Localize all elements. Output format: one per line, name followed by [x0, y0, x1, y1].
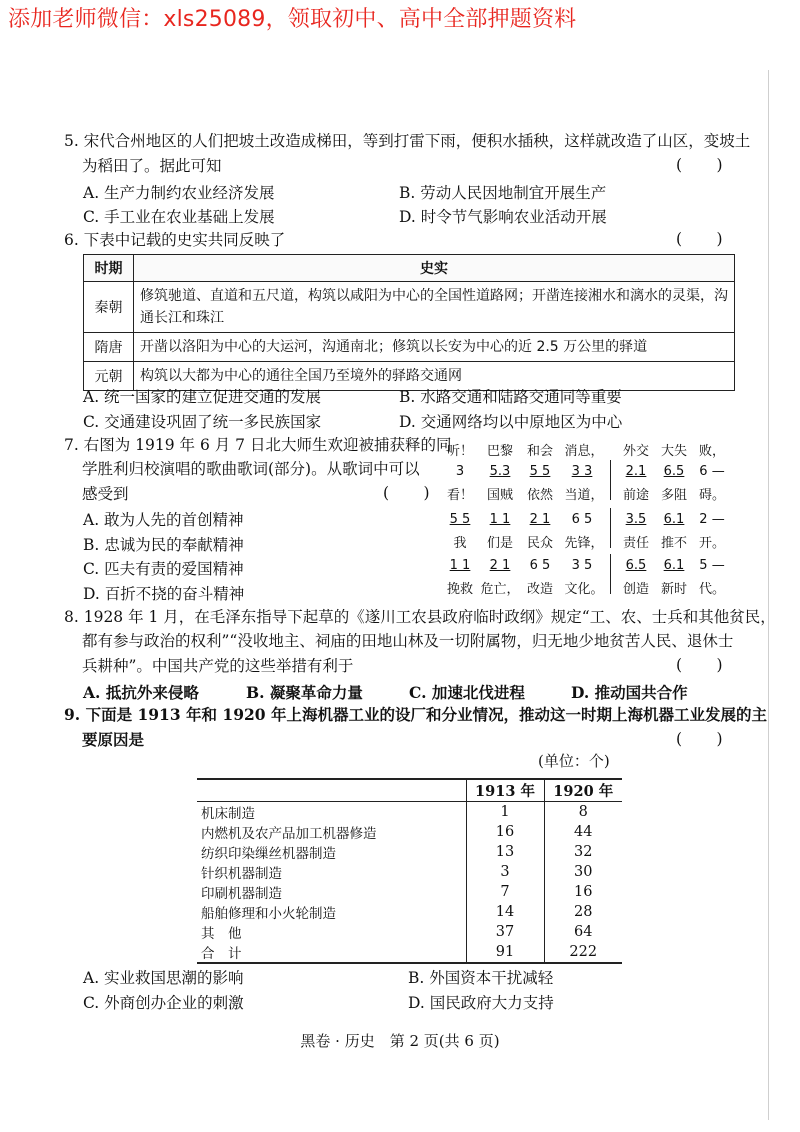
table-row: [197, 842, 622, 862]
score-note: 3 5: [571, 558, 593, 573]
q8-option-c: C. 加速北伐进程: [409, 683, 525, 702]
table-row: [197, 922, 622, 942]
watermark-banner: 添加老师微信：xls25089，领取初中、高中全部押题资料: [8, 7, 577, 32]
table-cell-1913: 91: [466, 942, 544, 963]
table-row: [197, 822, 622, 842]
score-lyric: 推不: [660, 536, 687, 551]
q6-option-b: B. 水路交通和陆路交通同等重要: [399, 388, 622, 406]
q6-option-a: A. 统一国家的建立促进交通的发展: [83, 388, 322, 406]
score-word: 败，: [698, 444, 725, 459]
q9-option-c: C. 外商创办企业的刺激: [83, 994, 244, 1012]
score-word: 外交: [622, 444, 649, 459]
score-lyric: 文化。: [564, 582, 604, 597]
table-cell-period: 秦朝: [84, 282, 134, 333]
score-note: 3 3: [571, 464, 593, 479]
score-barline: [610, 554, 611, 594]
score-note: 3.5: [625, 512, 647, 527]
table-cell-1913: 7: [466, 882, 544, 902]
q7-song-score: [440, 440, 740, 600]
score-lyric: 前途: [622, 488, 649, 503]
score-word: 和会: [526, 444, 553, 459]
table-cell-1920: 32: [544, 842, 622, 862]
q7-option-b: B. 忠诚为民的奉献精神: [83, 536, 244, 554]
score-note: 6.5: [663, 464, 685, 479]
q7-option-c: C. 匹夫有责的爱国精神: [83, 560, 244, 578]
score-note: 5 5: [449, 512, 471, 527]
q6-option-d: D. 交通网络均以中原地区为中心: [399, 413, 623, 431]
score-note: 2 1: [529, 512, 551, 527]
score-lyric: 国贼: [486, 488, 513, 503]
q6-option-c: C. 交通建设巩固了统一多民族国家: [83, 413, 322, 431]
q7-stem-line1: 7. 右图为 1919 年 6 月 7 日北大师生欢迎被捕获释的同: [64, 436, 452, 454]
table-row: [197, 882, 622, 902]
q6-answer-paren: ( ): [676, 230, 723, 248]
score-lyric: 创造: [622, 582, 649, 597]
table-row: [84, 333, 735, 362]
score-lyric: 多阻: [660, 488, 687, 503]
q9-option-b: B. 外国资本干扰减轻: [408, 969, 554, 987]
table-cell-category: 内燃机及农产品加工机器修造: [201, 826, 377, 842]
table-row: [197, 902, 622, 922]
q6-history-table: [83, 254, 735, 391]
table-header-1920: 1920 年: [544, 779, 622, 802]
score-note: 6.1: [663, 512, 685, 527]
table-cell-period: 元朝: [84, 362, 134, 391]
table-cell-1913: 16: [466, 822, 544, 842]
q5-option-d: D. 时令节气影响农业活动开展: [399, 208, 607, 226]
score-lyric: 代。: [698, 582, 725, 597]
q7-stem-line2: 学胜利归校演唱的歌曲歌词(部分)。从歌词中可以: [82, 460, 420, 478]
q9-option-a: A. 实业救国思潮的影响: [83, 969, 244, 987]
score-note: 6 5: [571, 512, 593, 527]
table-row-total: [197, 942, 622, 963]
q8-option-d: D. 推动国共合作: [571, 683, 688, 702]
table-cell-1920: 30: [544, 862, 622, 882]
score-note: 5 5: [529, 464, 551, 479]
q8-stem-line2: 都有参与政治的权利”“没收地主、祠庙的田地山林及一切附属物，归无地少地贫苦人民、退休士: [82, 632, 734, 650]
table-header-row: [84, 255, 735, 282]
q8-stem-line3: 兵耕种”。中国共产党的这些举措有利于: [82, 657, 354, 675]
q9-unit-label: (单位：个): [538, 752, 610, 770]
table-cell-category: 纺织印染缫丝机器制造: [201, 846, 336, 862]
score-lyric: 依然: [526, 488, 553, 503]
table-cell-category: 船舶修理和小火轮制造: [201, 906, 336, 922]
score-lyric: 新时: [660, 582, 687, 597]
table-cell-1920: 64: [544, 922, 622, 942]
table-cell-category: 机床制造: [201, 806, 255, 822]
score-barline: [610, 508, 611, 548]
table-row: [197, 862, 622, 882]
score-note: 5 —: [699, 558, 725, 573]
score-lyric: 开。: [698, 536, 725, 551]
table-cell-1920: 28: [544, 902, 622, 922]
q7-answer-paren: ( ): [383, 484, 430, 502]
score-lyric: 民众: [526, 536, 553, 551]
table-header-category: [197, 779, 466, 802]
q6-stem: 6. 下表中记载的史实共同反映了: [64, 231, 286, 249]
q5-option-a: A. 生产力制约农业经济发展: [83, 184, 275, 202]
score-word: 听！: [446, 444, 473, 459]
table-row: [84, 282, 735, 333]
score-word: 巴黎: [486, 444, 513, 459]
table-cell-fact: 构筑以大都为中心的通往全国乃至境外的驿路交通网: [134, 362, 735, 391]
table-cell-1913: 14: [466, 902, 544, 922]
score-note: 5.3: [489, 464, 511, 479]
table-cell-1913: 13: [466, 842, 544, 862]
table-cell-fact: 开凿以洛阳为中心的大运河，沟通南北；修筑以长安为中心的近 2.5 万公里的驿道: [134, 333, 735, 362]
score-note: 6.1: [663, 558, 685, 573]
table-cell-fact: 修筑驰道、直道和五尺道，构筑以咸阳为中心的全国性道路网；开凿连接湘水和漓水的灵渠，沟通长江和珠江: [134, 282, 735, 333]
q8-option-b: B. 凝聚革命力量: [246, 683, 363, 702]
score-lyric: 挽救: [446, 582, 473, 597]
q9-answer-paren: ( ): [676, 730, 723, 748]
table-header-period: 时期: [84, 255, 134, 282]
q8-answer-paren: ( ): [676, 656, 723, 674]
score-lyric: 先锋，: [564, 536, 604, 551]
table-cell-category: 合 计: [197, 942, 466, 963]
score-lyric: 改造: [526, 582, 553, 597]
table-cell-category: 印刷机器制造: [201, 886, 282, 902]
table-cell-1913: 37: [466, 922, 544, 942]
q5-stem-line2: 为稻田了。据此可知: [82, 157, 222, 175]
table-header-row: [197, 779, 622, 802]
q9-factory-table: [197, 778, 622, 964]
score-lyric: 当道，: [564, 488, 604, 503]
score-note: 6 —: [699, 464, 725, 479]
score-barline: [610, 460, 611, 500]
q7-option-a: A. 敢为人先的首创精神: [83, 511, 244, 529]
q5-option-c: C. 手工业在农业基础上发展: [83, 208, 275, 226]
score-lyric: 碍。: [698, 488, 725, 503]
table-cell-1913: 3: [466, 862, 544, 882]
score-word: 大失: [660, 444, 687, 459]
table-cell-1920: 44: [544, 822, 622, 842]
score-note: 1 1: [489, 512, 511, 527]
q9-option-d: D. 国民政府大力支持: [408, 994, 554, 1012]
q9-stem-line2: 要原因是: [82, 730, 145, 749]
q7-stem-line3: 感受到: [82, 485, 129, 503]
table-cell-1913: 1: [466, 802, 544, 823]
table-cell-1920: 222: [544, 942, 622, 963]
score-lyric: 我: [453, 536, 467, 551]
score-lyric: 危亡，: [480, 582, 520, 597]
table-cell-1920: 8: [544, 802, 622, 823]
q8-stem-line1: 8. 1928 年 1 月，在毛泽东指导下起草的《遂川工农县政府临时政纲》规定“工、农、士兵和其他贫民，: [64, 608, 776, 626]
score-word: 消息，: [564, 444, 604, 459]
table-header-facts: 史实: [134, 255, 735, 282]
score-note: 1 1: [449, 558, 471, 573]
score-lyric: 们是: [486, 536, 513, 551]
q5-stem-line1: 5. 宋代合州地区的人们把坡土改造成梯田，等到打雷下雨，便积水插秧，这样就改造了山区，变坡土: [64, 132, 751, 150]
q7-option-d: D. 百折不挠的奋斗精神: [83, 585, 245, 603]
score-lyric: 看！: [446, 488, 473, 503]
table-header-1913: 1913 年: [466, 779, 544, 802]
table-cell-category: 其 他: [201, 926, 242, 942]
table-cell-category: 针织机器制造: [201, 866, 282, 882]
page-footer: 黑卷 · 历史 第 2 页(共 6 页): [300, 1032, 500, 1050]
table-cell-1920: 16: [544, 882, 622, 902]
q8-option-a: A. 抵抗外来侵略: [83, 683, 199, 702]
q9-stem-line1: 9. 下面是 1913 年和 1920 年上海机器工业的设厂和分业情况，推动这一时期上海机器工业发展的主: [64, 705, 767, 724]
score-note: 2 —: [699, 512, 725, 527]
table-row: [197, 802, 622, 823]
table-cell-period: 隋唐: [84, 333, 134, 362]
score-note: 2.1: [625, 464, 647, 479]
q5-option-b: B. 劳动人民因地制宜开展生产: [399, 184, 607, 202]
score-note: 3: [455, 464, 465, 479]
score-lyric: 责任: [622, 536, 649, 551]
score-note: 6.5: [625, 558, 647, 573]
score-note: 6 5: [529, 558, 551, 573]
q5-answer-paren: ( ): [676, 156, 723, 174]
score-note: 2 1: [489, 558, 511, 573]
